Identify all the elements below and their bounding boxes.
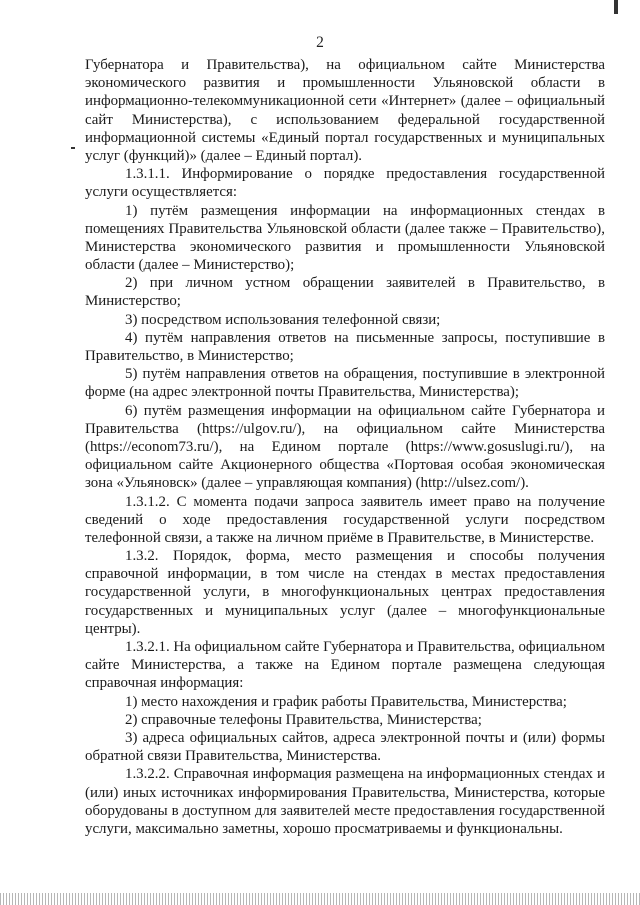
paragraph: 6) путём размещения информации на официальном сайте Губернатора и Правительства (https://ulgov.ru/), на официальном сайте Министерства (https://econom73.ru/), на Едином портале (https://www.gosuslugi.ru/), на официальном сайте Акционерного общества «Портовая особая экономическая зона «Ульяновск» (далее – управляющая компания) (http://ulsez.com/). bbox=[85, 402, 605, 492]
scan-mark bbox=[614, 0, 618, 14]
list-item: 3) адреса официальных сайтов, адреса электронной почты и (или) формы обратной связи Правительства, Министерства. bbox=[85, 729, 605, 765]
scan-mark bbox=[71, 147, 75, 149]
list-item: 2) справочные телефоны Правительства, Министерства; bbox=[125, 711, 482, 728]
paragraph: 1.3.1.2. С момента подачи запроса заявитель имеет право на получение сведений о ходе предоставления государственной услуги посредством телефонной связи, а также на личном приёме в Правительстве, в Министерстве. bbox=[85, 493, 605, 546]
page-number: 2 bbox=[316, 34, 324, 51]
paragraph: 1.3.2.2. Справочная информация размещена на информационных стендах и (или) иных источниках информирования Правительства, Министерства, которые оборудованы в доступном для заявителей месте предоставления государственной услуги, максимально заметны, хорошо просматриваемы и функциональны. bbox=[85, 766, 605, 837]
paragraph: 2) при личном устном обращении заявителей в Правительство, в Министерство; bbox=[85, 275, 605, 310]
paragraph: 1.3.1.1. Информирование о порядке предоставления государственной услуги осуществляется: bbox=[85, 166, 605, 201]
paragraph: Губернатора и Правительства), на официальном сайте Министерства экономического развития и промышленности Ульяновской области в информационно-телекоммуникационной сети «Интернет» (далее – официальный сайт Министерства), с использованием федеральной государственной информационной системы «Единый портал государственных и муниципальных услуг (функций)» (далее – Единый портал). bbox=[85, 57, 605, 164]
list-item: 1) место нахождения и график работы Правительства, Министерства; bbox=[125, 693, 567, 710]
paragraph: 1.3.2. Порядок, форма, место размещения и способы получения справочной информации, в том числе на стендах в местах предоставления государственной услуги, в многофункциональных центрах предоставления государственных и муниципальных услуг (далее – многофункциональные центры). bbox=[85, 548, 605, 637]
paragraph: 1.3.2.1. На официальном сайте Губернатора и Правительства, официальном сайте Министерства, а также на Едином портале размещена следующая справочная информация: bbox=[85, 639, 605, 692]
paragraph: 5) путём направления ответов на обращения, поступившие в электронной форме (на адрес электронной почты Правительства, Министерства); bbox=[85, 366, 605, 401]
paragraph: 3) посредством использования телефонной связи; bbox=[125, 311, 441, 328]
document-body bbox=[85, 56, 605, 838]
paragraph: 1) путём размещения информации на информационных стендах в помещениях Правительства Ульяновской области (далее также – Правительство), Министерства экономического развития и промышленности Ульяновской области (далее – Министерство); bbox=[85, 202, 605, 274]
paragraph: 4) путём направления ответов на письменные запросы, поступившие в Правительство, в Министерство; bbox=[85, 329, 605, 364]
scan-edge-border bbox=[0, 893, 640, 905]
